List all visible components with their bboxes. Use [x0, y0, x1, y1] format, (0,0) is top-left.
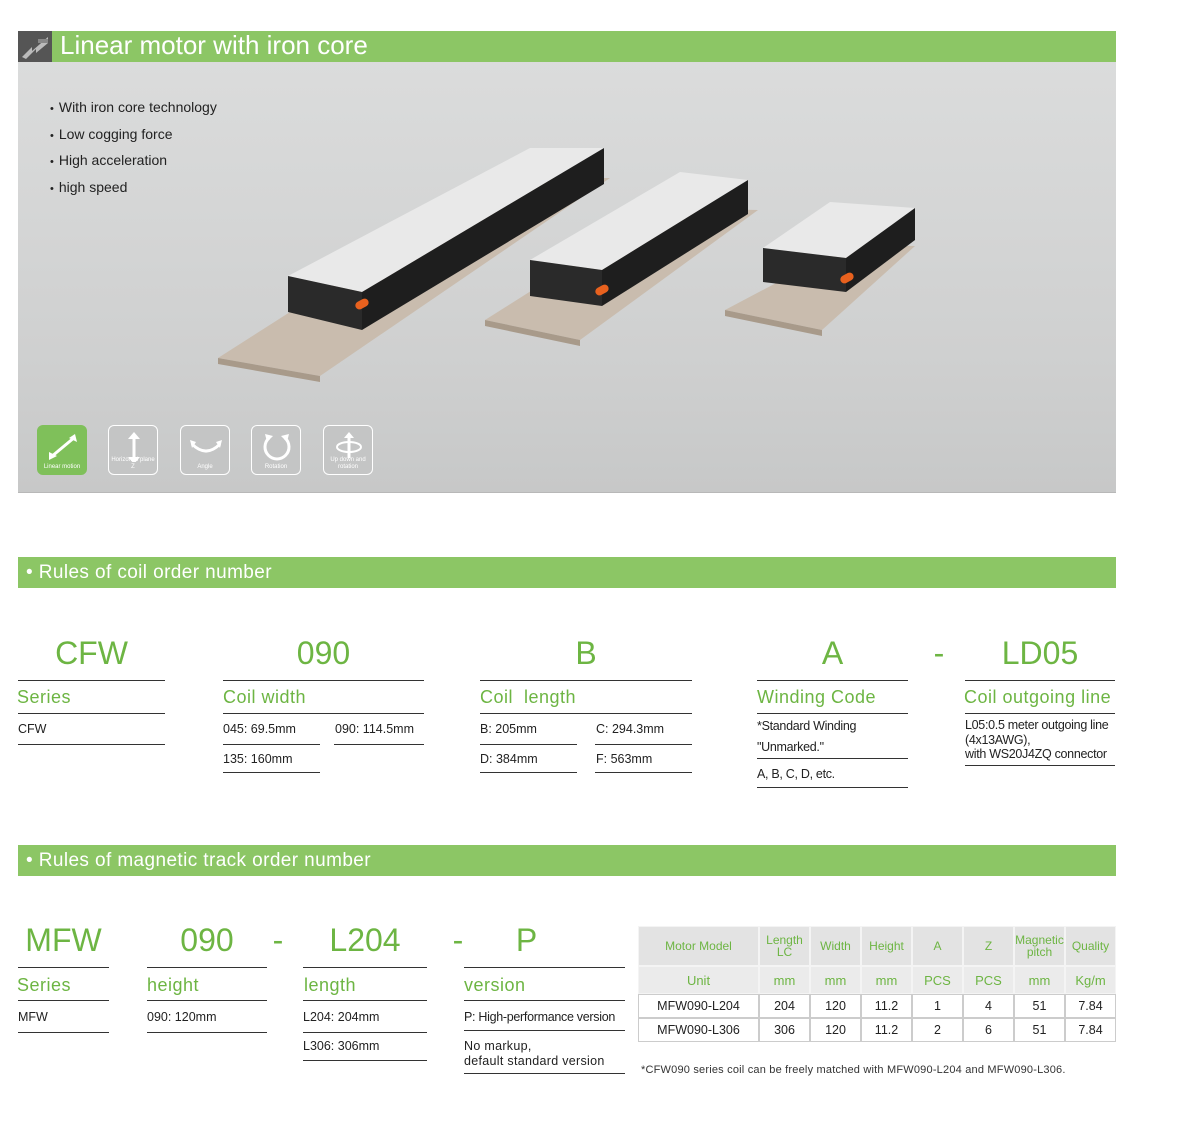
- table-unit-cell: mm: [861, 966, 912, 994]
- table-cell: 11.2: [861, 994, 912, 1018]
- feature-item: • Low cogging force: [50, 123, 217, 150]
- coil-label-series: Series: [17, 687, 72, 707]
- outgoing-value: L05:0.5 meter outgoing line: [965, 718, 1109, 732]
- divider: [464, 1073, 625, 1074]
- track-version-value: default standard version: [464, 1054, 605, 1068]
- table-cell: 51: [1014, 1018, 1065, 1042]
- winding-value: *Standard Winding: [757, 719, 857, 733]
- diagonal-arrow-icon: [47, 432, 79, 462]
- table-header-cell: Quality: [1065, 926, 1116, 966]
- divider: [965, 680, 1115, 681]
- table-cell: 7.84: [1065, 994, 1116, 1018]
- coil-section-title: • Rules of coil order number: [26, 562, 272, 583]
- table-unit-cell: mm: [759, 966, 810, 994]
- table-unit-cell: PCS: [912, 966, 963, 994]
- table-footnote: *CFW090 series coil can be freely matched with MFW090-L204 and MFW090-L306.: [641, 1064, 1066, 1076]
- divider: [757, 787, 908, 788]
- divider: [18, 1032, 109, 1033]
- winding-value: A, B, C, D, etc.: [757, 767, 835, 781]
- table-cell: 4: [963, 994, 1014, 1018]
- track-code-length: L204: [329, 922, 401, 958]
- table-unit-cell: Unit: [638, 966, 759, 994]
- track-code-version: P: [515, 922, 538, 958]
- track-label-version: version: [464, 975, 526, 995]
- table-header-row: [638, 926, 1116, 966]
- table-header-cell: Length LC: [759, 926, 810, 966]
- coil-code-series: CFW: [55, 635, 128, 671]
- table-cell: 306: [759, 1018, 810, 1042]
- table-cell: 6: [963, 1018, 1014, 1042]
- motion-icon-updown-rotation: Up down and rotation: [323, 425, 373, 475]
- track-label-height: height: [147, 975, 200, 995]
- coil-length-value: B: 205mm: [480, 722, 537, 736]
- coil-code-outgoing: LD05: [1001, 635, 1079, 671]
- track-version-value: P: High-performance version: [464, 1010, 615, 1024]
- coil-length-value: F: 563mm: [596, 752, 653, 766]
- table-cell: 1: [912, 994, 963, 1018]
- divider: [480, 772, 577, 773]
- coil-label-length: Coil length: [480, 687, 577, 707]
- divider: [480, 680, 692, 681]
- divider: [223, 680, 424, 681]
- table-unit-row: [638, 966, 1116, 994]
- table-header-cell: Width: [810, 926, 861, 966]
- coil-series-value: CFW: [18, 722, 47, 736]
- table-cell: 7.84: [1065, 1018, 1116, 1042]
- divider: [757, 758, 908, 759]
- track-code-dash: -: [452, 922, 464, 958]
- spec-table: [638, 926, 1116, 1042]
- rotation-icon: [261, 432, 293, 462]
- track-height-value: 090: 120mm: [147, 1010, 217, 1024]
- coil-label-width: Coil width: [223, 687, 307, 707]
- track-label-length: length: [304, 975, 357, 995]
- table-cell: MFW090-L204: [638, 994, 759, 1018]
- divider: [334, 744, 424, 745]
- coil-code-length: B: [575, 635, 597, 671]
- table-cell: 51: [1014, 994, 1065, 1018]
- divider: [480, 744, 577, 745]
- divider: [223, 772, 320, 773]
- divider: [18, 1000, 109, 1001]
- track-version-value: No markup,: [464, 1039, 532, 1053]
- feature-item: • With iron core technology: [50, 96, 217, 123]
- table-unit-cell: Kg/m: [1065, 966, 1116, 994]
- divider: [464, 1030, 625, 1031]
- divider: [965, 765, 1115, 766]
- table-header-cell: A: [912, 926, 963, 966]
- divider: [223, 744, 320, 745]
- feature-item: • High acceleration: [50, 149, 217, 176]
- divider: [18, 967, 109, 968]
- track-code-series: MFW: [25, 922, 102, 958]
- coil-width-value: 045: 69.5mm: [223, 722, 296, 736]
- divider: [965, 713, 1115, 714]
- divider: [147, 967, 267, 968]
- track-code-dash: -: [272, 922, 284, 958]
- divider: [18, 744, 165, 745]
- coil-code-width: 090: [296, 635, 351, 671]
- divider: [464, 1000, 625, 1001]
- divider: [464, 967, 625, 968]
- divider: [303, 967, 427, 968]
- table-unit-cell: mm: [810, 966, 861, 994]
- table-cell: 2: [912, 1018, 963, 1042]
- divider: [147, 1032, 267, 1033]
- track-section-title: • Rules of magnetic track order number: [26, 850, 371, 871]
- coil-code-dash: -: [933, 635, 945, 671]
- divider: [223, 713, 424, 714]
- table-row: [638, 1018, 1116, 1042]
- table-cell: 120: [810, 1018, 861, 1042]
- table-cell: 204: [759, 994, 810, 1018]
- divider: [147, 1000, 267, 1001]
- coil-width-value: 090: 114.5mm: [335, 722, 414, 736]
- track-series-value: MFW: [18, 1010, 48, 1024]
- table-cell: MFW090-L306: [638, 1018, 759, 1042]
- track-length-value: L306: 306mm: [303, 1039, 380, 1053]
- feature-list: [50, 96, 217, 202]
- divider: [480, 713, 692, 714]
- coil-label-winding: Winding Code: [757, 687, 877, 707]
- outgoing-value: with WS20J4ZQ connector: [965, 747, 1107, 761]
- divider: [757, 680, 908, 681]
- divider: [303, 1060, 427, 1061]
- feature-item: • high speed: [50, 176, 217, 203]
- hero-title: Linear motor with iron core: [60, 30, 368, 60]
- divider: [595, 772, 692, 773]
- motion-icon-angle: Angle: [180, 425, 230, 475]
- coil-label-outgoing: Coil outgoing line: [964, 687, 1112, 707]
- table-header-cell: Height: [861, 926, 912, 966]
- brand-logo-icon: [18, 31, 52, 62]
- motion-icon-rotation: Rotation: [251, 425, 301, 475]
- coil-width-value: 135: 160mm: [223, 752, 293, 766]
- divider: [595, 744, 692, 745]
- track-label-series: Series: [17, 975, 72, 995]
- table-header-cell: Motor Model: [638, 926, 759, 966]
- divider: [18, 680, 165, 681]
- divider: [18, 713, 165, 714]
- outgoing-value: (4x13AWG),: [965, 733, 1031, 747]
- table-header-cell: Magnetic pitch: [1014, 926, 1065, 966]
- table-header-cell: Z: [963, 926, 1014, 966]
- table-cell: 11.2: [861, 1018, 912, 1042]
- arc-arrow-icon: [190, 432, 222, 462]
- divider: [757, 713, 908, 714]
- track-code-height: 090: [180, 922, 234, 958]
- divider: [303, 1032, 427, 1033]
- winding-value: "Unmarked.": [757, 740, 824, 754]
- motion-icon-linear: Linear motion: [37, 425, 87, 475]
- coil-length-value: C: 294.3mm: [596, 722, 665, 736]
- coil-length-value: D: 384mm: [480, 752, 538, 766]
- table-row: [638, 994, 1116, 1018]
- divider: [303, 1000, 427, 1001]
- linear-motors-illustration: [210, 140, 930, 385]
- table-cell: 120: [810, 994, 861, 1018]
- motion-icon-horizontal: Horizontal plane Z: [108, 425, 158, 475]
- coil-code-winding: A: [821, 635, 844, 671]
- table-unit-cell: mm: [1014, 966, 1065, 994]
- track-length-value: L204: 204mm: [303, 1010, 380, 1024]
- table-unit-cell: PCS: [963, 966, 1014, 994]
